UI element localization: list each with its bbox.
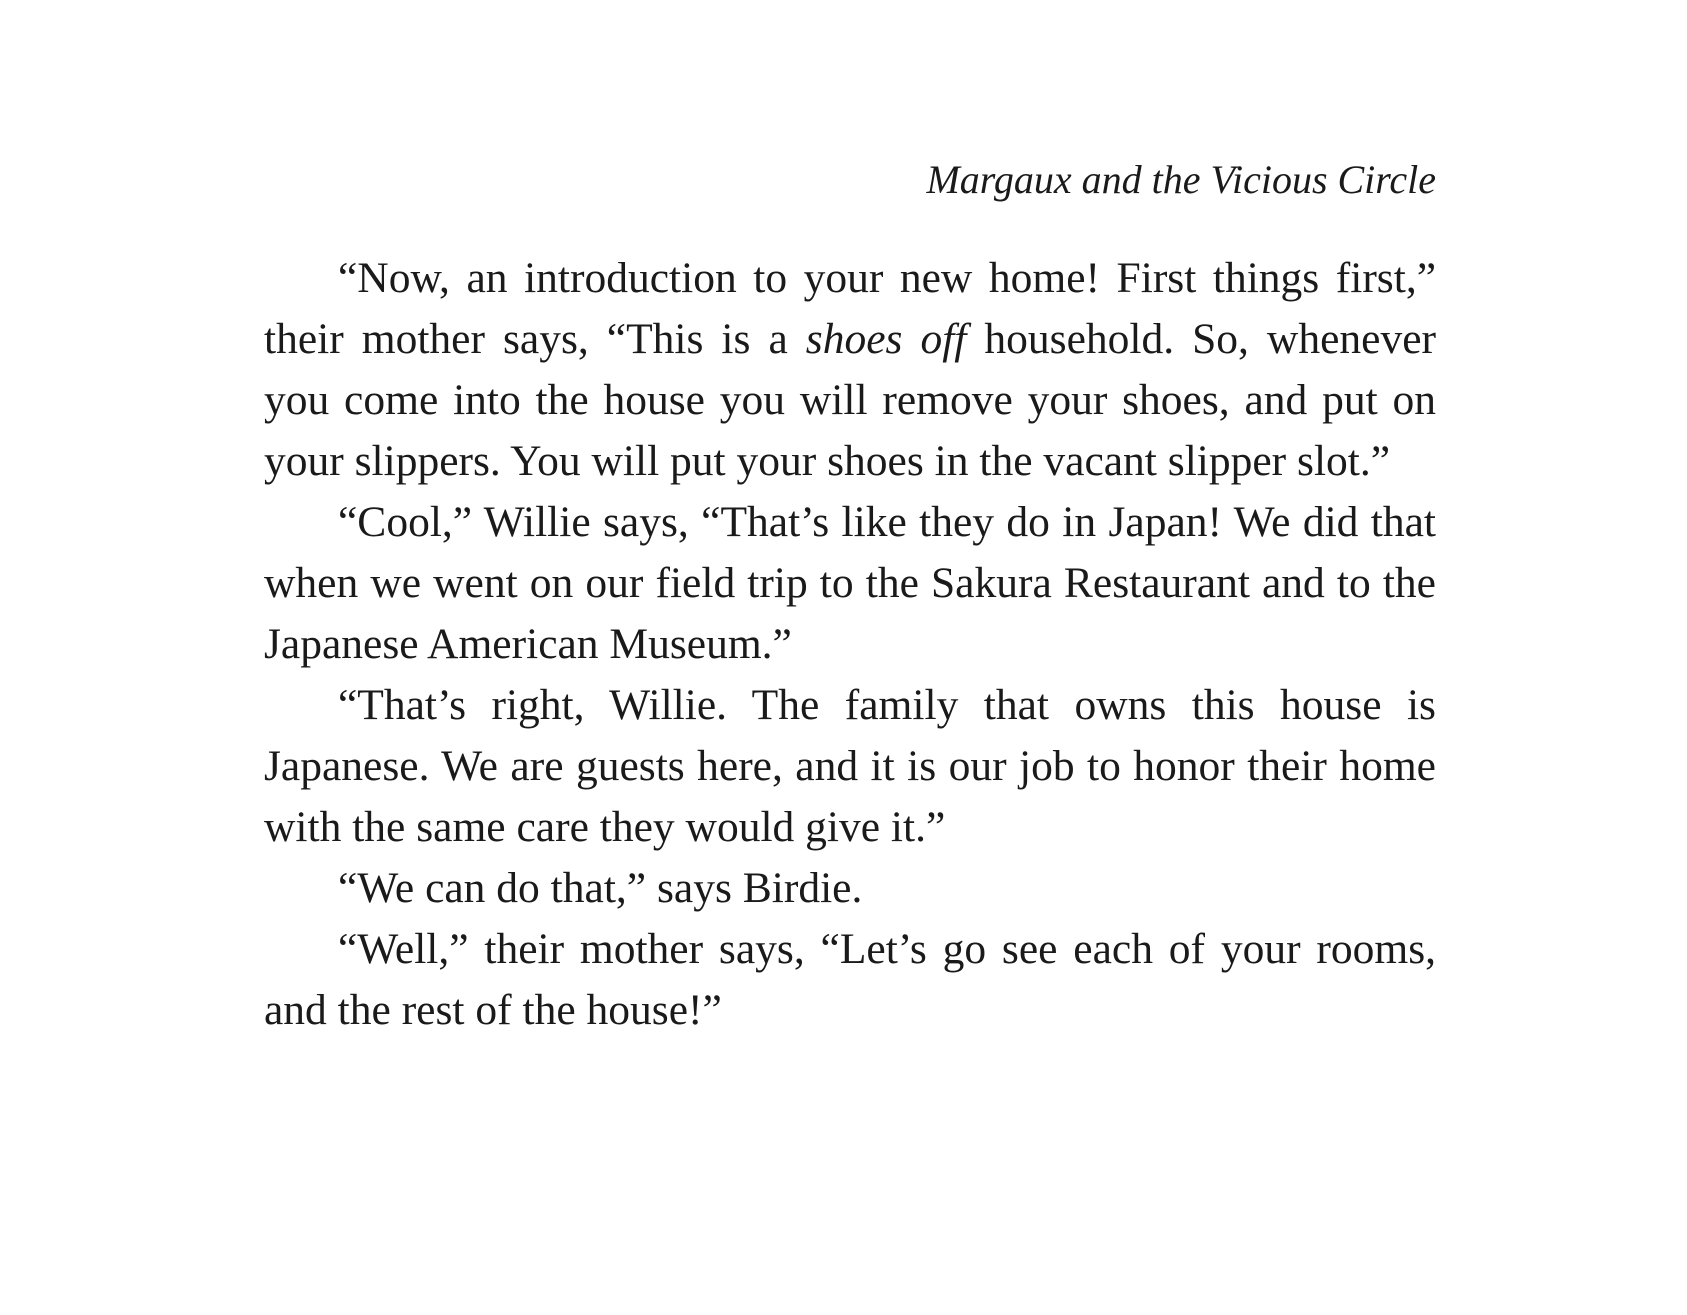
paragraph-4: “We can do that,” says Birdie.	[338, 864, 863, 912]
paragraph-3: “That’s right, Willie. The family that owns this house is Japanese. We are guests here, and it is our job to honor their home with the same care they would give it.”	[264, 681, 1436, 851]
paragraph-5: “Well,” their mother says, “Let’s go see each of your rooms, and the rest of the house!”	[264, 925, 1436, 1034]
paragraph-1	[264, 248, 1436, 492]
paragraph-2: “Cool,” Willie says, “That’s like they do in Japan! We did that when we went on our field trip to the Sakura Restaurant and to the Japanese American Museum.”	[264, 498, 1436, 668]
paragraph-1-emphasis: shoes off	[805, 315, 967, 363]
book-page	[264, 150, 1436, 1041]
paragraph-1-text-before: “Now, an introduction to your new home! First things first,” their mother says, “This is a	[264, 254, 1436, 363]
paragraph-1-text-after: household. So, whenever you come into the house you will remove your shoes, and put on your slippers. You will put your shoes in the vacant slipper slot.”	[264, 315, 1436, 485]
running-header: Margaux and the Vicious Circle	[926, 157, 1436, 202]
body-text	[264, 248, 1436, 1041]
